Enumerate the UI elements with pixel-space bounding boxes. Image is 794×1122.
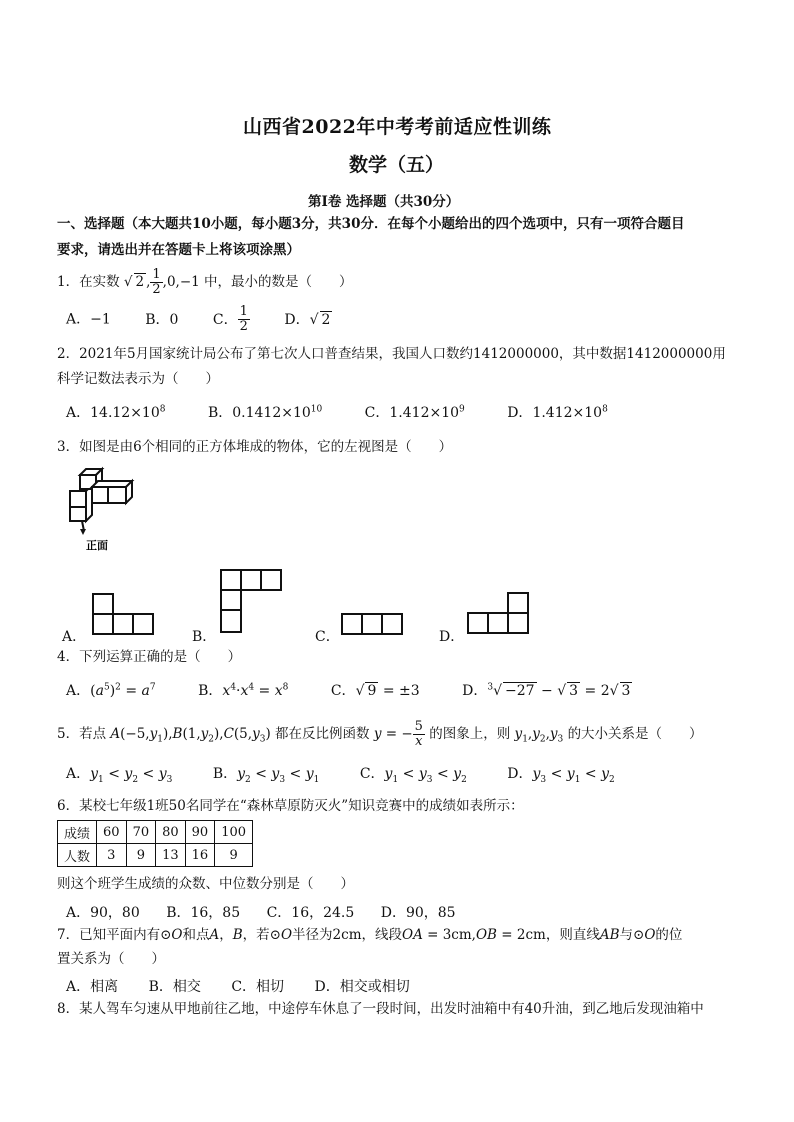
score-table xyxy=(57,820,253,867)
q5-points: $A(-5,y_1),B(1,y_2),C(5,y_3)$ xyxy=(110,726,271,745)
q3-option-d-label[interactable]: D． xyxy=(439,629,465,645)
table-row: 成绩 60 70 80 90 100 xyxy=(58,821,253,844)
q3-option-d-figure[interactable] xyxy=(507,592,529,614)
section-instructions-line1: 一、选择题（本大题共10小题，每小题3分，共30分．在每个小题给出的四个选项中，只有一项符合题目 xyxy=(57,216,685,232)
q5-option-c[interactable]: C．$y_1 < y_3 < y_2$ xyxy=(359,766,467,785)
q6-option-c[interactable]: C．16，24.5 xyxy=(266,905,355,921)
q7-option-d[interactable]: D．相交或相切 xyxy=(314,979,410,995)
q4-option-c[interactable]: C．√ 9 = ±3 xyxy=(330,683,420,699)
q5-options xyxy=(66,763,615,785)
q7-option-a[interactable]: A．相离 xyxy=(66,979,119,995)
q6-option-a[interactable]: A．90，80 xyxy=(66,905,140,921)
q4-option-a[interactable]: A．$(a^5)^2 = a^7$ xyxy=(66,682,156,699)
q4-option-b[interactable]: B．$x^4\cdot x^4 = x^8$ xyxy=(198,682,289,699)
q3-option-c-figure[interactable] xyxy=(341,613,363,635)
q5-option-a[interactable]: A．$y_1 < y_2 < y_3$ xyxy=(66,766,173,785)
q5-option-d[interactable]: D．$y_3 < y_1 < y_2$ xyxy=(507,766,615,785)
table-row-label: 人数 xyxy=(58,844,97,867)
question-7-line1: 7．已知平面内有⊙O和点A，B，若⊙O半径为2cm，线段OA = 3cm,OB = 2cm，则直线AB与⊙O的位 xyxy=(57,927,683,943)
q5-option-b[interactable]: B．$y_2 < y_3 < y_1$ xyxy=(212,766,320,785)
question-2-line1: 2．2021年5月国家统计局公布了第七次人口普查结果，我国人口数约1412000000，其中数据1412000000用 xyxy=(57,346,726,362)
q2-option-d[interactable]: D．$1.412\times 10^8$ xyxy=(507,404,608,421)
q5-variables: $y_1,y_2,y_3$ xyxy=(514,726,564,745)
q1-option-a[interactable]: A．−1 xyxy=(66,311,111,328)
cube-stack-figure xyxy=(62,463,142,553)
q6-option-d[interactable]: D．90，85 xyxy=(380,905,456,921)
q3-option-a-figure[interactable] xyxy=(92,593,114,615)
question-6: 6．某校七年级1班50名同学在“森林草原防灭火”知识竞赛中的成绩如表所示： xyxy=(57,798,524,814)
question-2-line2: 科学记数法表示为（ ） xyxy=(57,371,219,387)
section-instructions-line2: 要求，请选出并在答题卡上将该项涂黑） xyxy=(57,242,300,258)
q7-option-c[interactable]: C．相切 xyxy=(231,979,285,995)
q3-option-b-label[interactable]: B． xyxy=(192,629,217,645)
q1-options xyxy=(66,305,332,334)
q6-options xyxy=(66,902,456,922)
question-3: 3．如图是由6个相同的正方体堆成的物体，它的左视图是（ ） xyxy=(57,439,453,455)
q2-option-a[interactable]: A．$14.12\times 10^8$ xyxy=(66,404,166,421)
q6-option-b[interactable]: B．16，85 xyxy=(166,905,241,921)
q2-options xyxy=(66,402,608,422)
part-heading: 第Ⅰ卷 选择题（共30分） xyxy=(308,194,460,210)
q4-options xyxy=(66,680,632,700)
q1-option-c[interactable]: C． $\frac{1}{2}$ xyxy=(212,304,248,334)
q2-option-b[interactable]: B．$0.1412\times 10^{10}$ xyxy=(207,404,323,421)
q2-option-c[interactable]: C．$1.412\times 10^9$ xyxy=(364,404,465,421)
q7-option-b[interactable]: B．相交 xyxy=(148,979,201,995)
table-row-label: 成绩 xyxy=(58,821,97,844)
q7-options xyxy=(66,976,410,996)
question-6-ask: 则这个班学生成绩的众数、中位数分别是（ ） xyxy=(57,876,354,892)
q4-option-d[interactable]: D．$^3$√ −27 − √ 3 = 2√ 3 xyxy=(462,682,631,699)
q1-option-d[interactable]: D．√ 2 xyxy=(284,311,331,328)
front-label: 正面 xyxy=(86,539,108,552)
q1-option-b[interactable]: B．0 xyxy=(145,311,179,328)
question-7-line2: 置关系为（ ） xyxy=(57,951,165,967)
table-row: 人数 3 9 13 16 9 xyxy=(58,844,253,867)
page-title: 山西省2022年中考考前适应性训练 xyxy=(243,116,552,138)
q3-option-b-figure[interactable] xyxy=(220,569,242,591)
question-1: 1．在实数 √ 2 , $\frac{1}{2}$ ,0,−1 中，最小的数是（ ） xyxy=(57,267,353,297)
question-4: 4．下列运算正确的是（ ） xyxy=(57,649,242,665)
q1-numbers: √ 2 , $\frac{1}{2}$ ,0,−1 xyxy=(123,267,200,297)
page-subtitle: 数学（五） xyxy=(349,154,445,176)
question-5: 5．若点 $A(-5,y_1),B(1,y_2),C(5,y_3)$ 都在反比例函数 y = − $\frac{5}{x}$ 的图象上，则 $y_1,y_2,y_3$ 的大小关系是（ ） xyxy=(57,719,703,749)
q3-option-a-label[interactable]: A． xyxy=(62,629,87,645)
q5-function: y = − $\frac{5}{x}$ xyxy=(373,719,423,749)
question-8: 8．某人驾车匀速从甲地前往乙地，中途停车休息了一段时间，出发时油箱中有40升油，到乙地后发现油箱中 xyxy=(57,1001,704,1017)
q3-option-c-label[interactable]: C． xyxy=(315,629,340,645)
